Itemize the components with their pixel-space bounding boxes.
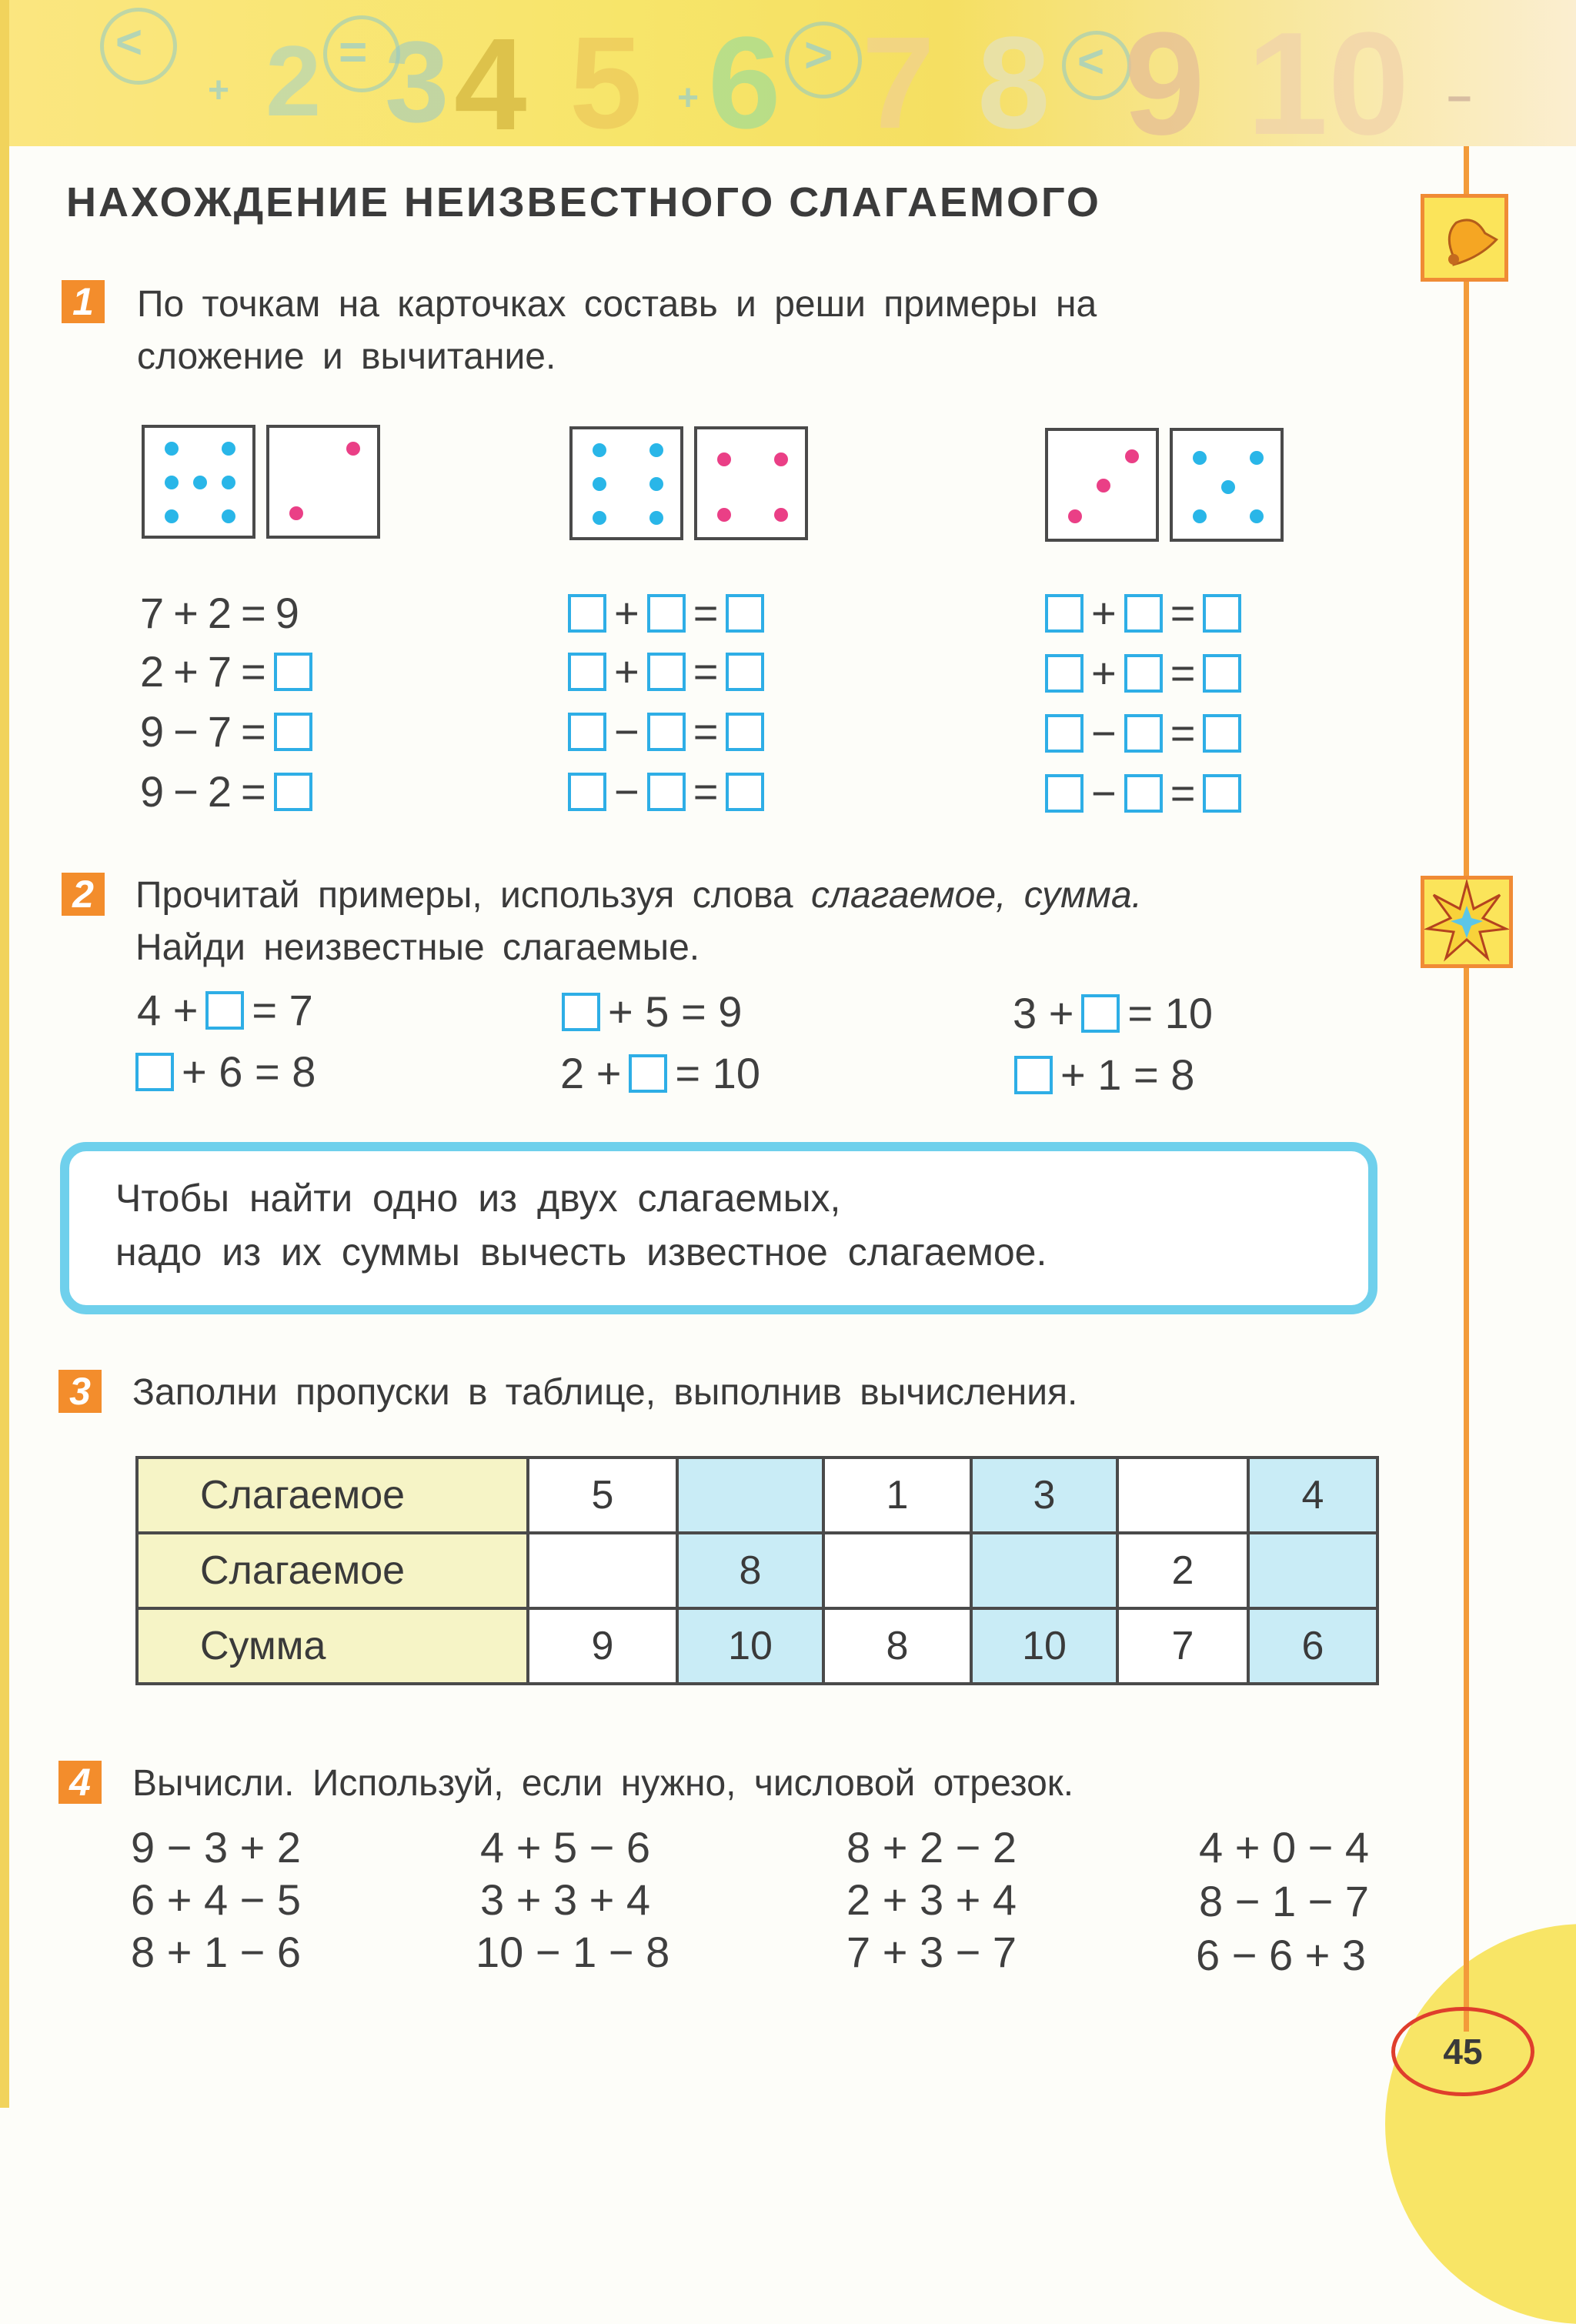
answer-box[interactable] — [1045, 594, 1084, 633]
star-icon-frame — [1421, 876, 1513, 968]
task-number-1: 1 — [62, 280, 105, 323]
dot — [649, 477, 663, 491]
corner-decoration — [1385, 1924, 1576, 2324]
table-row — [137, 1533, 1377, 1608]
task1-text-line2: сложение и вычитание. — [137, 336, 556, 377]
dot — [289, 506, 303, 520]
answer-box[interactable] — [1045, 774, 1084, 813]
rule-text-line2: надо из их суммы вычесть известное слагаемое. — [115, 1230, 1047, 1274]
dot-card — [569, 426, 683, 540]
table-row-label: Сумма — [137, 1608, 528, 1684]
expression: 7 + 3 − 7 — [846, 1928, 1017, 1976]
dot — [593, 511, 606, 525]
dot — [593, 477, 606, 491]
banner-symbol: + — [677, 78, 700, 119]
equation-missing-addend: + 6 = 8 — [132, 1045, 320, 1099]
dot — [1125, 449, 1139, 463]
answer-box[interactable] — [274, 773, 312, 811]
rule-box — [60, 1142, 1377, 1314]
banner-digit: 9 — [1124, 2, 1205, 146]
dot — [1097, 479, 1110, 493]
table-cell[interactable]: 4 — [1248, 1458, 1377, 1533]
banner-digit: 5 — [569, 10, 643, 146]
equation-missing-addend: + 1 = 8 — [1011, 1048, 1199, 1102]
task2-text-line2: Найди неизвестные слагаемые. — [135, 927, 700, 968]
dot — [1250, 451, 1264, 465]
expression: 6 + 4 − 5 — [131, 1875, 302, 1924]
dot — [222, 509, 235, 523]
page-title: НАХОЖДЕНИЕ НЕИЗВЕСТНОГО СЛАГАЕМОГО — [66, 179, 1101, 225]
answer-box[interactable] — [1045, 654, 1084, 693]
table-row — [137, 1608, 1377, 1684]
expression: 8 + 1 − 6 — [131, 1928, 302, 1976]
expression: 8 − 1 − 7 — [1199, 1877, 1370, 1925]
banner-symbol: < — [115, 16, 143, 68]
dot-card — [142, 425, 255, 539]
equation-missing-addend: 4 + = 7 — [137, 986, 313, 1034]
equation: 2 + 7 = — [135, 645, 316, 699]
equation-missing-addend: 2 + = 10 — [560, 1049, 760, 1097]
answer-box[interactable] — [1014, 1056, 1053, 1094]
dot — [649, 443, 663, 457]
expression: 6 − 6 + 3 — [1196, 1931, 1367, 1979]
dot — [165, 476, 179, 489]
equation-blank: + = — [1042, 586, 1244, 640]
dot — [1221, 480, 1235, 494]
table-cell[interactable] — [528, 1533, 677, 1608]
banner-digit: 3 — [385, 17, 449, 146]
dot — [346, 442, 360, 456]
answer-box[interactable] — [1124, 594, 1163, 633]
equation-blank: + = — [565, 645, 767, 699]
equation-missing-addend: + 5 = 9 — [559, 985, 746, 1039]
table-cell[interactable] — [1248, 1533, 1377, 1608]
answer-box[interactable] — [568, 713, 606, 751]
expression: 4 + 5 − 6 — [480, 1823, 651, 1872]
equation-blank: − = — [1042, 706, 1244, 760]
dot — [649, 511, 663, 525]
expression: 3 + 3 + 4 — [480, 1875, 651, 1924]
task-number-3: 3 — [58, 1370, 102, 1413]
equation-missing-addend: 3 + = 10 — [1013, 989, 1213, 1037]
table-cell[interactable]: 8 — [677, 1533, 823, 1608]
table-cell[interactable]: 8 — [823, 1608, 971, 1684]
answer-box[interactable] — [274, 713, 312, 751]
answer-box[interactable] — [568, 594, 606, 633]
task-number-4: 4 — [58, 1761, 102, 1804]
answer-box[interactable] — [647, 773, 686, 811]
answer-box[interactable] — [1124, 714, 1163, 753]
expression: 8 + 2 − 2 — [846, 1823, 1017, 1872]
answer-box[interactable] — [726, 653, 764, 691]
table-cell[interactable]: 3 — [971, 1458, 1117, 1533]
table-cell[interactable] — [677, 1458, 823, 1533]
bell-icon-frame — [1421, 194, 1508, 282]
equation-blank: − = — [565, 765, 767, 819]
expression: 10 − 1 − 8 — [476, 1928, 670, 1976]
dot — [222, 476, 235, 489]
answer-box[interactable] — [1203, 714, 1241, 753]
dot — [593, 443, 606, 457]
left-edge-stripe — [0, 0, 9, 2108]
task1-text-line1: По точкам на карточках составь и реши примеры на — [137, 284, 1097, 325]
equation-blank: − = — [1042, 766, 1244, 820]
banner-digit: 8 — [977, 10, 1050, 146]
expression: 9 − 3 + 2 — [131, 1823, 302, 1872]
answer-box[interactable] — [1203, 774, 1241, 813]
dot-card — [1170, 428, 1284, 542]
banner-digit: 2 — [265, 25, 322, 137]
answer-box[interactable] — [726, 594, 764, 633]
table-cell[interactable]: 10 — [971, 1608, 1117, 1684]
dot — [1193, 509, 1207, 523]
table-cell[interactable]: 2 — [1117, 1533, 1248, 1608]
star-icon — [1424, 880, 1509, 964]
task3-text: Заполни пропуски в таблице, выполнив вычисления. — [132, 1372, 1078, 1413]
answer-box[interactable] — [1203, 594, 1241, 633]
banner-symbol: = — [339, 24, 368, 79]
banner-digit: 4 — [454, 12, 527, 146]
banner-symbol: − — [1447, 74, 1472, 122]
task2-italic-words: слагаемое, сумма. — [810, 875, 1142, 916]
answer-box[interactable] — [647, 713, 686, 751]
banner-digit: 7 — [862, 10, 935, 146]
dot — [1068, 509, 1082, 523]
table-cell[interactable]: 6 — [1248, 1608, 1377, 1684]
dot — [165, 509, 179, 523]
table-cell[interactable]: 9 — [528, 1608, 677, 1684]
answer-box[interactable] — [135, 1053, 174, 1091]
answer-box[interactable] — [647, 653, 686, 691]
table-cell[interactable]: 7 — [1117, 1608, 1248, 1684]
equation: 9 − 7 = — [135, 705, 316, 759]
equation-blank: + = — [565, 586, 767, 640]
table-cell[interactable]: 10 — [677, 1608, 823, 1684]
equation-blank: − = — [565, 705, 767, 759]
banner-symbol: < — [1077, 35, 1105, 87]
answer-box[interactable] — [629, 1054, 667, 1093]
table-cell[interactable] — [823, 1533, 971, 1608]
answer-box[interactable] — [1081, 994, 1120, 1033]
table-cell[interactable] — [1117, 1458, 1248, 1533]
dot — [717, 508, 731, 522]
table-cell[interactable] — [971, 1533, 1117, 1608]
answer-box[interactable] — [1203, 654, 1241, 693]
table-row — [137, 1458, 1377, 1533]
table-cell[interactable]: 1 — [823, 1458, 971, 1533]
task-number-2: 2 — [62, 873, 105, 916]
dot-card — [1045, 428, 1159, 542]
banner-digit: 10 — [1247, 2, 1410, 146]
task4-text: Вычисли. Используй, если нужно, числовой отрезок. — [132, 1763, 1074, 1804]
rule-text-line1: Чтобы найти одно из двух слагаемых, — [115, 1177, 841, 1220]
table-row-label: Слагаемое — [137, 1533, 528, 1608]
equation: 9 − 2 = — [135, 765, 316, 819]
banner-digit: 6 — [708, 10, 781, 146]
margin-line — [1464, 146, 1469, 2032]
answer-box[interactable] — [1124, 774, 1163, 813]
answer-box[interactable] — [647, 594, 686, 633]
header-banner — [0, 0, 1576, 146]
banner-symbol: + — [208, 70, 230, 111]
answer-box[interactable] — [1045, 714, 1084, 753]
expression: 4 + 0 − 4 — [1199, 1823, 1370, 1872]
dot — [222, 442, 235, 456]
dot-card — [266, 425, 380, 539]
dot — [1250, 509, 1264, 523]
equation-blank: + = — [1042, 646, 1244, 700]
task2-text-line1: Прочитай примеры, используя слова слагаемое, сумма. — [135, 875, 1142, 916]
dot — [165, 442, 179, 456]
banner-symbol: > — [804, 27, 833, 82]
answer-box[interactable] — [568, 653, 606, 691]
dot — [774, 452, 788, 466]
dot — [1193, 451, 1207, 465]
answer-box[interactable] — [274, 653, 312, 691]
answer-box[interactable] — [205, 991, 244, 1030]
bell-icon — [1424, 198, 1504, 278]
answer-box[interactable] — [568, 773, 606, 811]
answer-box[interactable] — [726, 773, 764, 811]
page-number: 45 — [1391, 2007, 1534, 2096]
answer-box[interactable] — [562, 993, 600, 1031]
dot-card — [694, 426, 808, 540]
table-cell[interactable]: 5 — [528, 1458, 677, 1533]
dot — [717, 452, 731, 466]
dot — [193, 476, 207, 489]
table-row-label: Слагаемое — [137, 1458, 528, 1533]
equation: 7 + 2 = 9 — [140, 589, 299, 637]
answer-box[interactable] — [1124, 654, 1163, 693]
answer-box[interactable] — [726, 713, 764, 751]
expression: 2 + 3 + 4 — [846, 1875, 1017, 1924]
dot — [774, 508, 788, 522]
addition-table — [135, 1456, 1379, 1685]
